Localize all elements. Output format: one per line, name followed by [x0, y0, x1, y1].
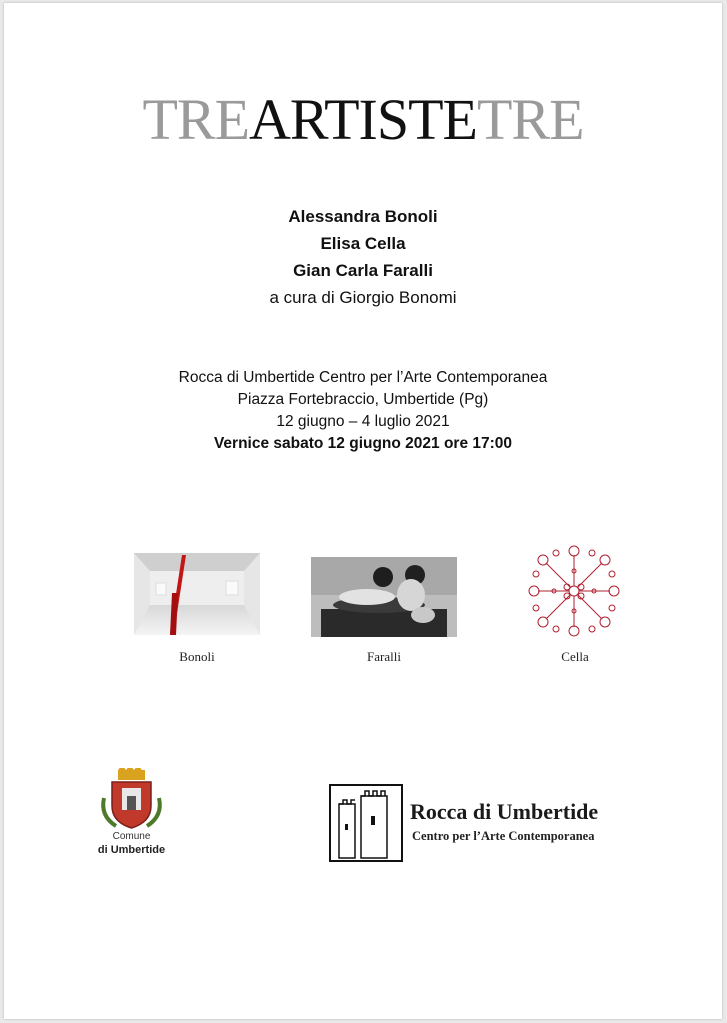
poster-page	[4, 3, 722, 1019]
rocca-subtitle: Centro per l’Arte Contemporanea	[412, 829, 595, 843]
artist-name: Elisa Cella	[320, 234, 406, 253]
comune-logo	[94, 768, 169, 863]
artist-name: Gian Carla Faralli	[293, 261, 433, 280]
venue-address: Piazza Fortebraccio, Umbertide (Pg)	[237, 391, 489, 408]
artist-list	[4, 203, 722, 311]
thumbnail-caption: Faralli	[367, 649, 401, 664]
cella-image	[524, 541, 624, 641]
opening-time: Vernice sabato 12 giugno 2021 ore 17:00	[213, 435, 513, 452]
gallery-sculpture-image	[134, 553, 260, 635]
page-title	[4, 85, 722, 155]
coat-of-arms-icon	[94, 768, 169, 830]
tower-icon	[331, 786, 401, 860]
two-figures-photo	[311, 557, 457, 637]
artist-name: Alessandra Bonoli	[288, 207, 438, 226]
comune-label: Comune	[112, 831, 151, 842]
exhibition-dates: 12 giugno – 4 luglio 2021	[276, 413, 450, 430]
faralli-image	[311, 557, 457, 637]
venue-info	[4, 367, 722, 455]
title-prefix: TRE	[142, 87, 250, 152]
thumbnail-caption: Bonoli	[179, 649, 215, 664]
curator-line: a cura di Giorgio Bonomi	[269, 288, 457, 307]
title-main: ARTISTE	[249, 87, 477, 152]
rocca-title: Rocca di Umbertide	[410, 799, 599, 824]
comune-name: di Umbertide	[97, 844, 166, 856]
circle-pattern-drawing	[524, 541, 624, 641]
thumbnail-caption: Cella	[561, 649, 589, 664]
venue-name: Rocca di Umbertide Centro per l’Arte Contemporanea	[178, 369, 548, 386]
rocca-logo-box	[329, 784, 403, 862]
title-suffix: TRE	[476, 87, 584, 152]
bonoli-image	[134, 553, 260, 635]
